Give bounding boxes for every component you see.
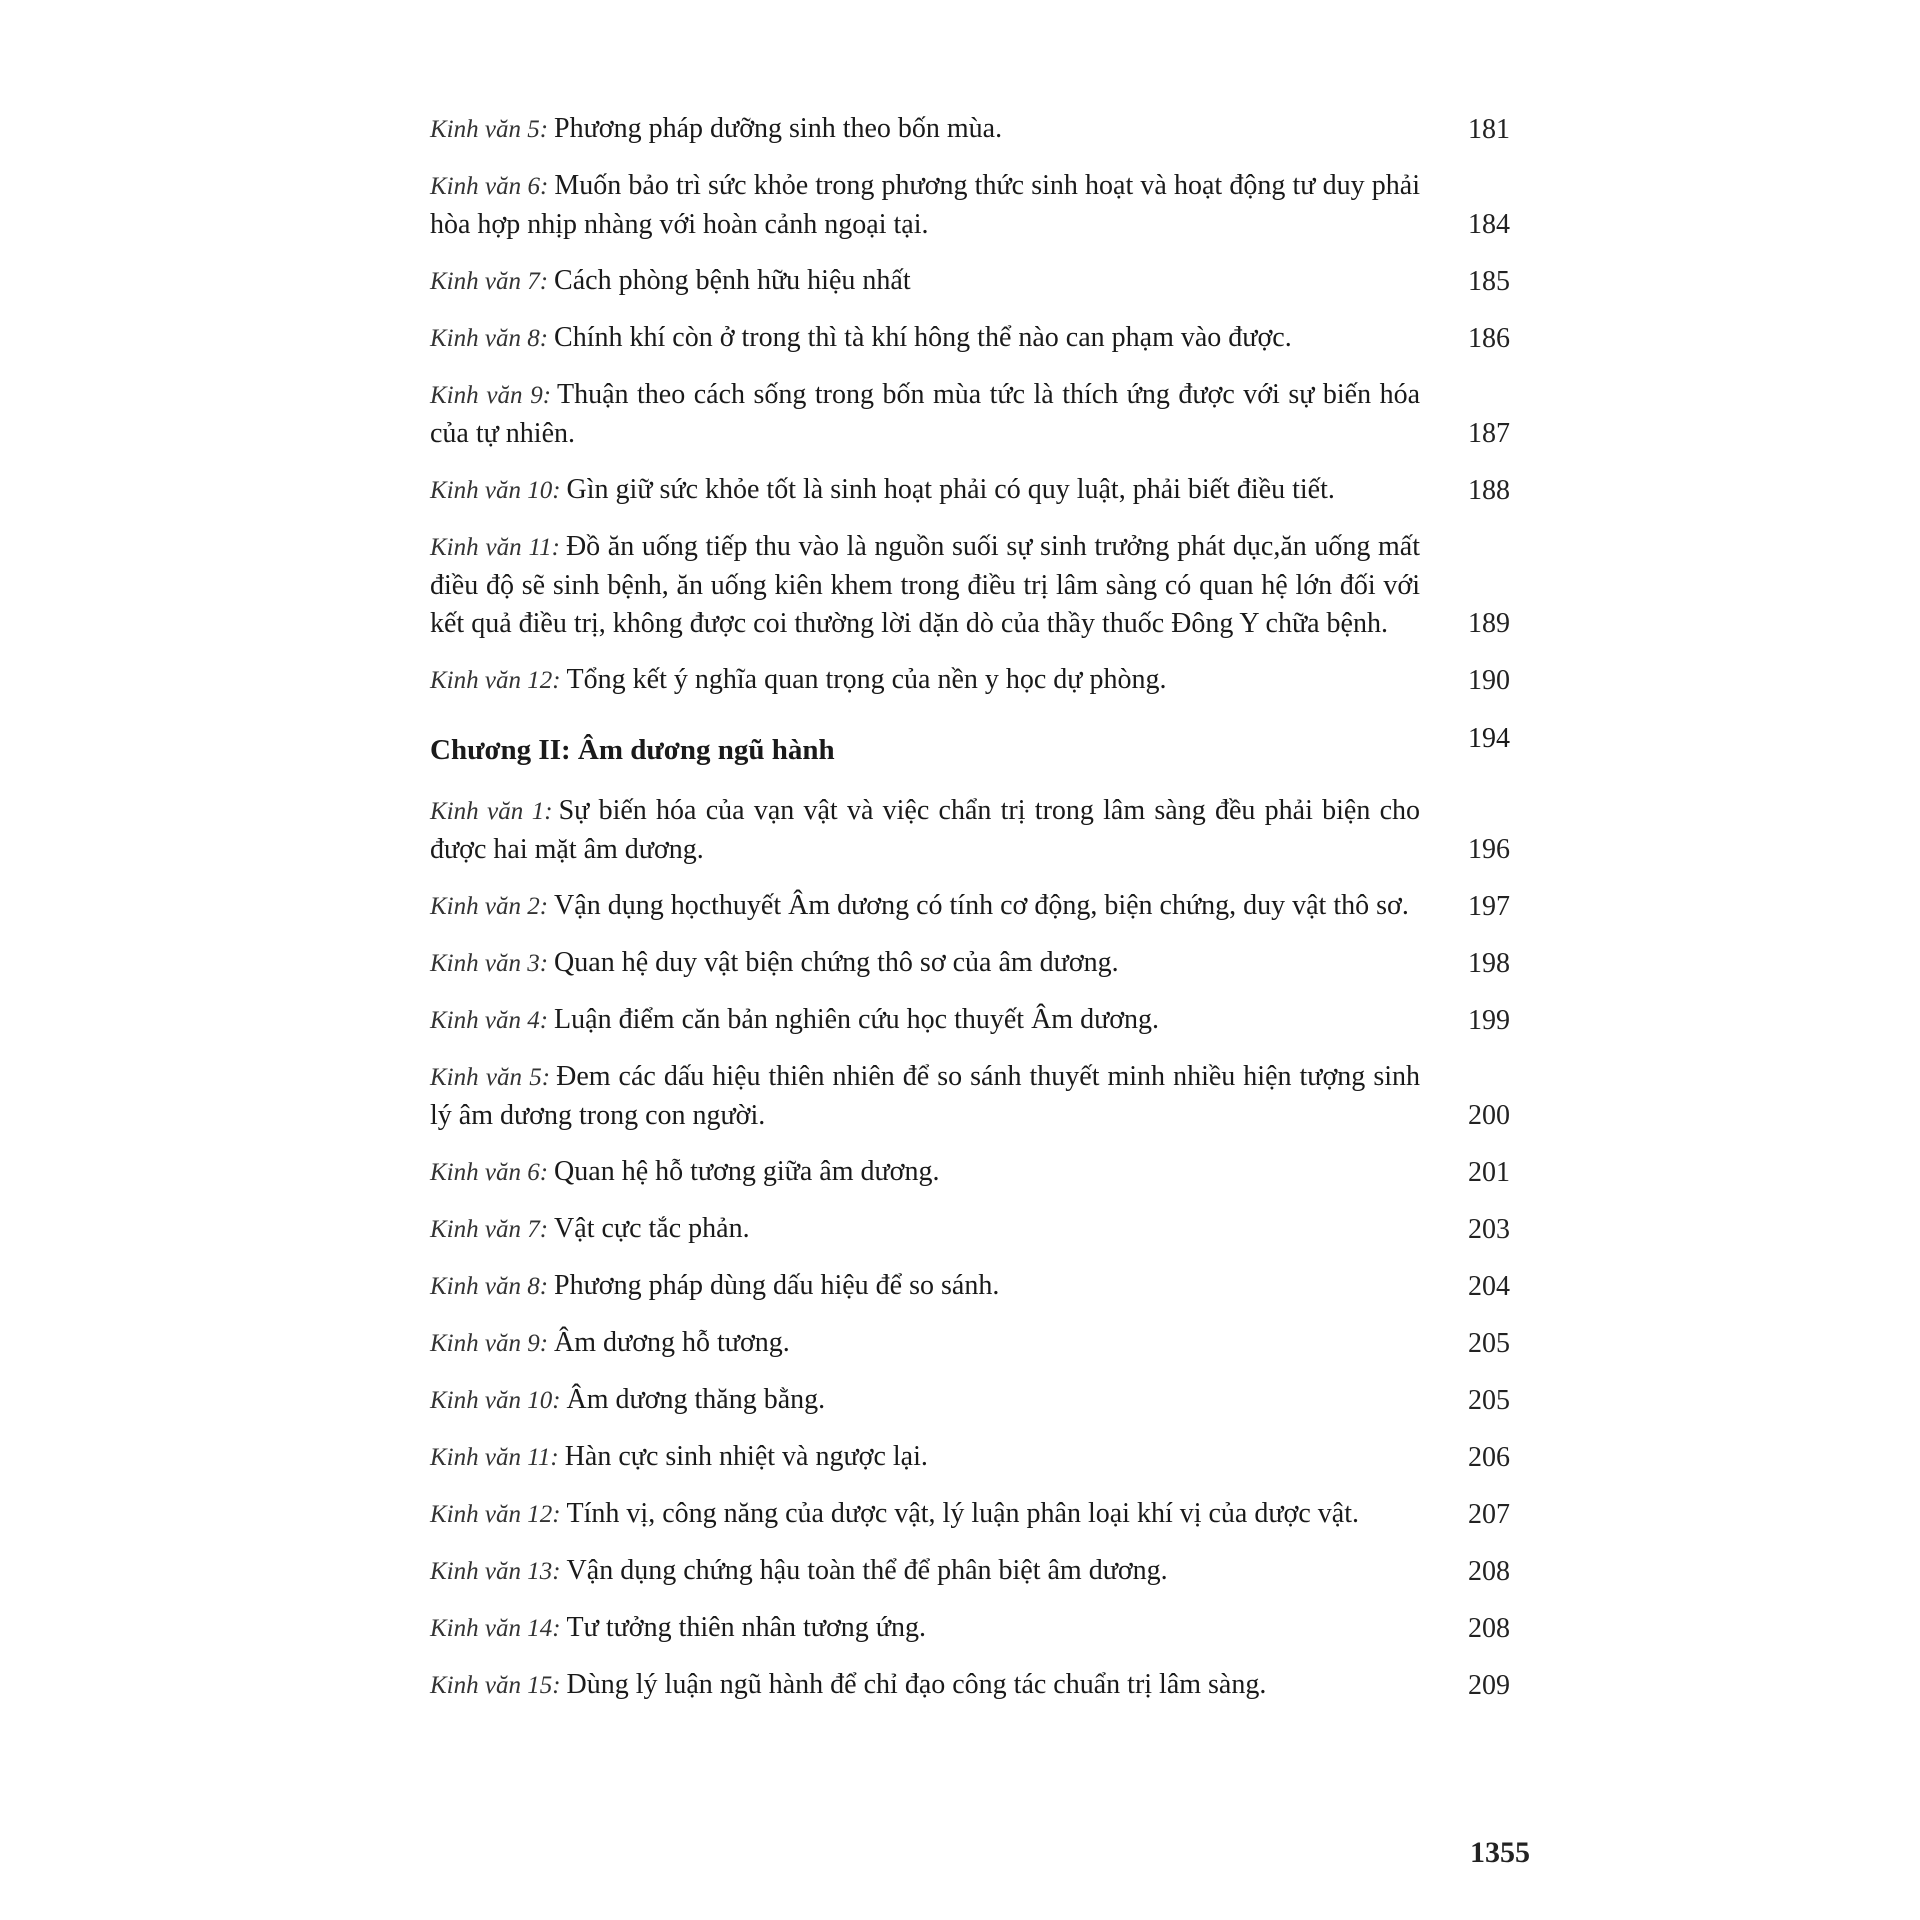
toc-entry-title: Vật cực tắc phản.	[554, 1213, 750, 1244]
toc-entry-title: Gìn giữ sức khỏe tốt là sinh hoạt phải có quy luật, phải biết điều tiết.	[566, 474, 1335, 505]
toc-entry-label: Kinh văn 12:	[430, 667, 561, 694]
toc-entry	[430, 1552, 1510, 1591]
toc-entry-text-block	[430, 1666, 1420, 1705]
toc-entry-page-number: 190	[1468, 665, 1510, 696]
toc-entry-text-block	[430, 1153, 1420, 1192]
toc-entry-label: Kinh văn 10:	[430, 1387, 561, 1414]
toc-entry-title: Chính khí còn ở trong thì tà khí hông thể nào can phạm vào được.	[554, 322, 1292, 353]
toc-entry-title: Đồ ăn uống tiếp thu vào là nguồn suối sự sinh trưởng phát dục,ăn uống mất điều độ sẽ sinh bệnh, ăn uống kiên khem trong điều trị lâm sàng có quan hệ lớn đối với kết quả điều trị, không được coi thường lời dặn dò của thầy thuốc Đông Y chữa bệnh.	[430, 531, 1421, 639]
toc-entry-label: Kinh văn 3:	[430, 950, 549, 977]
toc-entry-title: Luận điểm căn bản nghiên cứu học thuyết Âm dương.	[554, 1004, 1160, 1035]
toc-entry-page-number: 205	[1468, 1328, 1510, 1359]
toc-entry-text-block	[430, 1495, 1420, 1534]
toc-entry	[430, 167, 1510, 244]
toc-entry-page-number: 185	[1468, 266, 1510, 297]
table-of-contents	[430, 110, 1510, 1723]
toc-entry-title: Tư tưởng thiên nhân tương ứng.	[566, 1612, 926, 1643]
toc-entry-text-block	[430, 110, 1420, 149]
toc-entry-text-block	[430, 1267, 1420, 1306]
toc-entry-text-block	[430, 944, 1420, 983]
toc-entry	[430, 1153, 1510, 1192]
toc-entry-page-number: 199	[1468, 1005, 1510, 1036]
toc-entry	[430, 1267, 1510, 1306]
toc-entry	[430, 1001, 1510, 1040]
toc-entry-label: Kinh văn 5:	[430, 1064, 551, 1091]
toc-entry-text-block	[430, 1552, 1420, 1591]
toc-entry-title: Thuận theo cách sống trong bốn mùa tức là thích ứng được với sự biến hóa của tự nhiên.	[430, 379, 1420, 449]
toc-entry-title: Dùng lý luận ngũ hành để chỉ đạo công tác chuẩn trị lâm sàng.	[566, 1669, 1267, 1700]
toc-entry-label: Kinh văn 5:	[430, 116, 549, 143]
toc-entry	[430, 1495, 1510, 1534]
toc-entry-page-number: 205	[1468, 1385, 1510, 1416]
toc-entry-page-number: 188	[1468, 475, 1510, 506]
toc-entry-label: Kinh văn 2:	[430, 893, 549, 920]
toc-entry-title: Quan hệ duy vật biện chứng thô sơ của âm dương.	[554, 947, 1119, 978]
toc-entry-title: Phương pháp dưỡng sinh theo bốn mùa.	[554, 113, 1003, 144]
toc-entry-text-block	[430, 1381, 1420, 1420]
toc-entry	[430, 262, 1510, 301]
toc-entry-label: Kinh văn 6:	[430, 173, 549, 200]
toc-entry	[430, 1381, 1510, 1420]
toc-entry	[430, 1324, 1510, 1363]
toc-entry-text-block	[430, 661, 1420, 700]
toc-entry-label: Kinh văn 10:	[430, 477, 561, 504]
toc-entry	[430, 944, 1510, 983]
toc-entry-title: Phương pháp dùng dấu hiệu để so sánh.	[554, 1270, 1000, 1301]
toc-entry-text-block	[430, 1058, 1420, 1135]
toc-entry-label: Kinh văn 1:	[430, 798, 553, 825]
toc-entry-label: Kinh văn 12:	[430, 1501, 561, 1528]
toc-entry-text-block	[430, 319, 1420, 358]
toc-entry-text-block	[430, 167, 1420, 244]
toc-entry-text-block	[430, 1438, 1420, 1477]
toc-entry	[430, 1609, 1510, 1648]
toc-entry-title: Vận dụng họcthuyết Âm dương có tính cơ động, biện chứng, duy vật thô sơ.	[554, 890, 1409, 921]
toc-entry-page-number: 208	[1468, 1613, 1510, 1644]
toc-entry-title: Quan hệ hỗ tương giữa âm dương.	[554, 1156, 940, 1187]
toc-entry-page-number: 197	[1468, 891, 1510, 922]
toc-entry-label: Kinh văn 9:	[430, 1330, 549, 1357]
toc-entry-page-number: 196	[1468, 834, 1510, 865]
toc-entry-page-number: 186	[1468, 323, 1510, 354]
toc-entry-title: Muốn bảo trì sức khỏe trong phương thức sinh hoạt và hoạt động tư duy phải hòa hợp nhịp nhàng với hoàn cảnh ngoại tại.	[430, 170, 1420, 240]
toc-entry-page-number: 203	[1468, 1214, 1510, 1245]
toc-entry-title: Vận dụng chứng hậu toàn thể để phân biệt âm dương.	[566, 1555, 1168, 1586]
toc-entry-page-number: 187	[1468, 418, 1510, 449]
toc-entry-page-number: 201	[1468, 1157, 1510, 1188]
toc-entry-title: Sự biến hóa của vạn vật và việc chẩn trị trong lâm sàng đều phải biện cho được hai mặt âm dương.	[430, 795, 1421, 865]
toc-entry-title: Cách phòng bệnh hữu hiệu nhất	[554, 265, 911, 296]
toc-entry-page-number: 184	[1468, 209, 1510, 240]
toc-entry-page-number: 198	[1468, 948, 1510, 979]
toc-entry-title: Tổng kết ý nghĩa quan trọng của nền y học dự phòng.	[566, 664, 1167, 695]
toc-entry-label: Kinh văn 6:	[430, 1159, 549, 1186]
toc-entry	[430, 1438, 1510, 1477]
toc-section-1	[430, 110, 1510, 700]
toc-entry-label: Kinh văn 11:	[430, 534, 560, 561]
toc-entry-title: Âm dương thăng bằng.	[566, 1384, 826, 1415]
toc-entry-label: Kinh văn 11:	[430, 1444, 559, 1471]
toc-entry-page-number: 207	[1468, 1499, 1510, 1530]
toc-entry-label: Kinh văn 14:	[430, 1615, 561, 1642]
toc-entry-page-number: 208	[1468, 1556, 1510, 1587]
toc-entry-label: Kinh văn 7:	[430, 268, 549, 295]
toc-entry-page-number: 200	[1468, 1100, 1510, 1131]
toc-entry-text-block	[430, 471, 1420, 510]
toc-entry-page-number: 189	[1468, 608, 1510, 639]
chapter-heading	[430, 720, 1510, 770]
toc-entry-text-block	[430, 1210, 1420, 1249]
toc-entry-label: Kinh văn 9:	[430, 382, 552, 409]
page-number: 1355	[1470, 1836, 1530, 1869]
toc-entry-label: Kinh văn 8:	[430, 1273, 549, 1300]
toc-entry-text-block	[430, 528, 1420, 643]
toc-section-2	[430, 792, 1510, 1705]
toc-entry	[430, 661, 1510, 700]
toc-entry-title: Âm dương hỗ tương.	[554, 1327, 790, 1358]
toc-entry-label: Kinh văn 4:	[430, 1007, 549, 1034]
toc-entry-title: Hàn cực sinh nhiệt và ngược lại.	[564, 1441, 928, 1472]
toc-entry-text-block	[430, 262, 1420, 301]
chapter-title: Chương II: Âm dương ngũ hành	[430, 734, 835, 766]
chapter-page-number: 194	[1468, 723, 1510, 754]
toc-entry-text-block	[430, 1609, 1420, 1648]
toc-entry-page-number: 181	[1468, 114, 1510, 145]
toc-entry-title: Tính vị, công năng của dược vật, lý luận phân loại khí vị của dược vật.	[566, 1498, 1359, 1529]
toc-entry	[430, 376, 1510, 453]
toc-entry-title: Đem các dấu hiệu thiên nhiên để so sánh thuyết minh nhiều hiện tượng sinh lý âm dương trong con người.	[430, 1061, 1420, 1131]
toc-entry	[430, 528, 1510, 643]
toc-entry-label: Kinh văn 15:	[430, 1672, 561, 1699]
toc-entry	[430, 1058, 1510, 1135]
toc-entry	[430, 110, 1510, 149]
toc-entry-text-block	[430, 887, 1420, 926]
toc-entry-label: Kinh văn 7:	[430, 1216, 549, 1243]
toc-entry	[430, 319, 1510, 358]
toc-entry-text-block	[430, 792, 1420, 869]
toc-entry-text-block	[430, 376, 1420, 453]
toc-entry	[430, 471, 1510, 510]
toc-entry-text-block	[430, 1324, 1420, 1363]
toc-entry	[430, 792, 1510, 869]
toc-entry-page-number: 206	[1468, 1442, 1510, 1473]
toc-entry-page-number: 209	[1468, 1670, 1510, 1701]
toc-entry-text-block	[430, 1001, 1420, 1040]
toc-entry	[430, 1210, 1510, 1249]
toc-entry	[430, 887, 1510, 926]
toc-entry-label: Kinh văn 13:	[430, 1558, 561, 1585]
toc-entry-label: Kinh văn 8:	[430, 325, 549, 352]
toc-entry-page-number: 204	[1468, 1271, 1510, 1302]
toc-entry	[430, 1666, 1510, 1705]
